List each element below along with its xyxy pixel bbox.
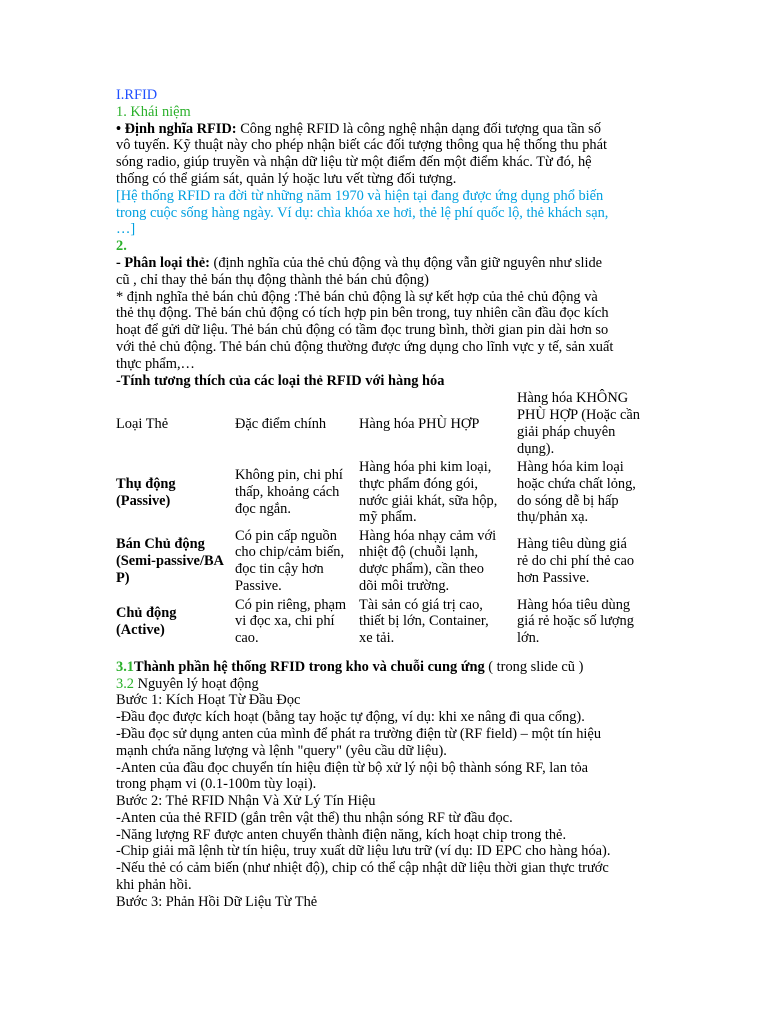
cell-feature-text: đọc ngắn. [235,500,291,517]
cell-type-text: (Active) [116,621,165,638]
section-3-2-title: Nguyên lý hoạt động [134,675,259,692]
section-1-title: 1. Khái niệm [116,103,191,120]
cell-type [116,595,235,649]
step-3-title: Bước 3: Phản Hồi Dữ Liệu Từ Thẻ [116,893,318,910]
cell-type-text: Chủ động [116,604,177,621]
cell-type-text: (Passive) [116,492,171,509]
cell-type-text: P) [116,569,130,586]
step-text: -Anten của đầu đọc chuyển tín hiệu điện từ bộ xử lý nội bộ thành sóng RF, lan tỏa [116,759,589,776]
step-text: -Đầu đọc được kích hoạt (bằng tay hoặc tự động, ví dụ: khi xe nâng đi qua cổng). [116,709,585,726]
header-type-text: Loại Thẻ [116,415,169,432]
history-text-3: …] [116,221,136,238]
classify-line-1 [116,255,656,272]
cell-unfit-text: Hàng tiêu dùng giá [517,535,627,552]
step-text: -Chip giải mã lệnh từ tín hiệu, truy xuất dữ liệu lưu trữ (ví dụ: ID EPC cho hàng hóa). [116,843,611,860]
definition-label: • Định nghĩa RFID: [116,120,237,137]
header-unfit-text: PHÙ HỢP (Hoặc cần [517,407,640,424]
semi-active-text-1: * định nghĩa thẻ bán chủ động :Thẻ bán chủ động là sự kết hợp của thẻ chủ động và [116,288,598,305]
definition-text-1: Công nghệ RFID là công nghệ nhận dạng đối tượng qua tần số [236,120,601,137]
cell-fit-text: xe tải. [359,630,395,647]
cell-fit-text: nhiệt độ (chuỗi lạnh, [359,544,479,561]
cell-type [116,528,235,595]
compat-title: -Tính tương thích của các loại thẻ RFID với hàng hóa [116,372,445,389]
history-text-1: [Hệ thống RFID ra đời từ những năm 1970 và hiện tại đang được ứng dụng phổ biến [116,187,604,204]
step-text: -Năng lượng RF được anten chuyển thành điện năng, kích hoạt chip trong thẻ. [116,826,567,843]
cell-feature [235,528,359,595]
cell-unfit-text: rẻ do chi phí thẻ cao [517,552,635,569]
cell-fit-text: dõi môi trường. [359,577,450,594]
cell-unfit-text: Hàng hóa tiêu dùng [517,596,631,613]
cell-feature-text: thấp, khoảng cách [235,484,340,501]
table-header-row [116,390,656,457]
header-type [116,390,235,457]
heading-rfid: I.RFID [116,87,158,103]
cell-fit-text: thực phẩm đóng gói, [359,475,478,492]
cell-fit [359,458,517,528]
cell-unfit-text: Hàng hóa kim loại [517,458,624,475]
semi-active-text-3: hoạt để gửi dữ liệu. Thẻ bán chủ động có tầm đọc trung bình, thời gian pin dài hơn so [116,322,609,339]
cell-feature [235,595,359,649]
semi-active-text-4: với thẻ chủ động. Thẻ bán chủ động thường được ứng dụng cho lĩnh vực y tế, sản xuất [116,338,614,355]
document-content [116,87,656,911]
table-row [116,528,656,595]
classify-label: - Phân loại thẻ: [116,254,210,271]
cell-type [116,458,235,528]
cell-fit [359,595,517,649]
table-row [116,458,656,528]
cell-feature-text: cho chip/cảm biến, [235,544,345,561]
cell-unfit [517,595,656,649]
cell-fit-text: dược phẩm), cần theo [359,561,484,578]
cell-feature-text: vi đọc xa, chi phí [235,613,335,630]
section-3-2-number: 3.2 [116,675,134,692]
definition-text-3: sóng radio, giúp truyền và nhận dữ liệu từ một điểm đến một điểm khác. Từ đó, hệ [116,154,592,171]
history-text-2: trong cuộc sống hàng ngày. Ví dụ: chìa khóa xe hơi, thẻ lệ phí quốc lộ, thẻ khách sạn, [116,204,609,221]
cell-fit [359,528,517,595]
step-2-title: Bước 2: Thẻ RFID Nhận Và Xử Lý Tín Hiệu [116,793,376,810]
cell-fit-text: mỹ phẩm. [359,509,417,526]
header-unfit-text: Hàng hóa KHÔNG [517,390,629,407]
header-feature-text: Đặc điểm chính [235,415,327,432]
section-2-title: 2. [116,238,127,255]
cell-unfit-text: do sóng dễ bị hấp [517,492,619,509]
cell-fit-text: thiết bị lớn, Container, [359,613,489,630]
cell-type-text: (Semi-passive/BA [116,552,224,569]
cell-fit-text: Tài sản có giá trị cao, [359,596,483,613]
step-text: mạnh chứa năng lượng và lệnh "query" (yêu cầu dữ liệu). [116,742,447,759]
cell-unfit-text: thụ/phản xạ. [517,509,589,526]
classify-text-2: cũ , chỉ thay thẻ bán thụ động thành thẻ bán chủ động) [116,271,429,288]
cell-feature-text: Có pin riêng, phạm [235,596,347,613]
cell-unfit-text: hơn Passive. [517,569,590,586]
definition-line-1 [116,121,656,138]
cell-feature-text: đọc tin cậy hơn [235,561,324,578]
step-text: trong phạm vi (0.1-100m tùy loại). [116,776,317,793]
compat-table [116,390,656,648]
section-3-2-line [116,676,656,693]
definition-text-2: vô tuyến. Kỹ thuật này cho phép nhận biết các đối tượng thông qua hệ thống thu phát [116,137,607,154]
header-unfit [517,390,656,457]
cell-feature-text: Không pin, chi phí [235,467,343,484]
cell-unfit-text: giá rẻ hoặc số lượng [517,613,634,630]
semi-active-text-2: thẻ thụ động. Thẻ bán chủ động có tích hợp pin bên trong, tuy nhiên cần đầu đọc kích [116,305,609,322]
section-3-1-title: Thành phần hệ thống RFID trong kho và chuỗi cung ứng [134,658,485,675]
step-text: -Đầu đọc sử dụng anten của mình để phát ra trường điện từ (RF field) – một tín hiệu [116,725,602,742]
spacer [116,649,656,659]
cell-unfit [517,528,656,595]
section-3-1-line [116,659,656,676]
step-text: khi phản hồi. [116,877,192,894]
step-text: -Anten của thẻ RFID (gắn trên vật thể) thu nhận sóng RF từ đầu đọc. [116,809,513,826]
cell-fit-text: Hàng hóa nhạy cảm với [359,527,497,544]
cell-fit-text: nước giải khát, sữa hộp, [359,492,498,509]
cell-feature [235,458,359,528]
header-unfit-text: giải pháp chuyên [517,423,616,440]
header-fit [359,390,517,457]
classify-text-1: (định nghĩa của thẻ chủ động và thụ động vẫn giữ nguyên như slide [209,254,603,271]
header-unfit-text: dụng). [517,440,555,457]
cell-unfit-text: lớn. [517,630,540,647]
definition-text-4: thống có thể giám sát, quản lý hoặc lưu vết từng đối tượng. [116,170,457,187]
cell-feature-text: Có pin cấp nguồn [235,527,337,544]
section-3-1-note: ( trong slide cũ ) [484,658,584,675]
cell-unfit-text: hoặc chứa chất lỏng, [517,475,636,492]
header-feature [235,390,359,457]
table-row [116,595,656,649]
cell-fit-text: Hàng hóa phi kim loại, [359,458,492,475]
cell-type-text: Bán Chủ động [116,535,205,552]
cell-feature-text: Passive. [235,577,282,594]
semi-active-text-5: thực phẩm,… [116,355,195,372]
step-1-title: Bước 1: Kích Hoạt Từ Đầu Đọc [116,692,301,709]
cell-type-text: Thụ động [116,475,176,492]
section-3-1-number: 3.1 [116,658,134,675]
step-text: -Nếu thẻ có cảm biến (như nhiệt độ), chip có thể cập nhật dữ liệu thời gian thực trước [116,860,609,877]
cell-unfit [517,458,656,528]
header-fit-text: Hàng hóa PHÙ HỢP [359,415,480,432]
cell-feature-text: cao. [235,630,259,647]
